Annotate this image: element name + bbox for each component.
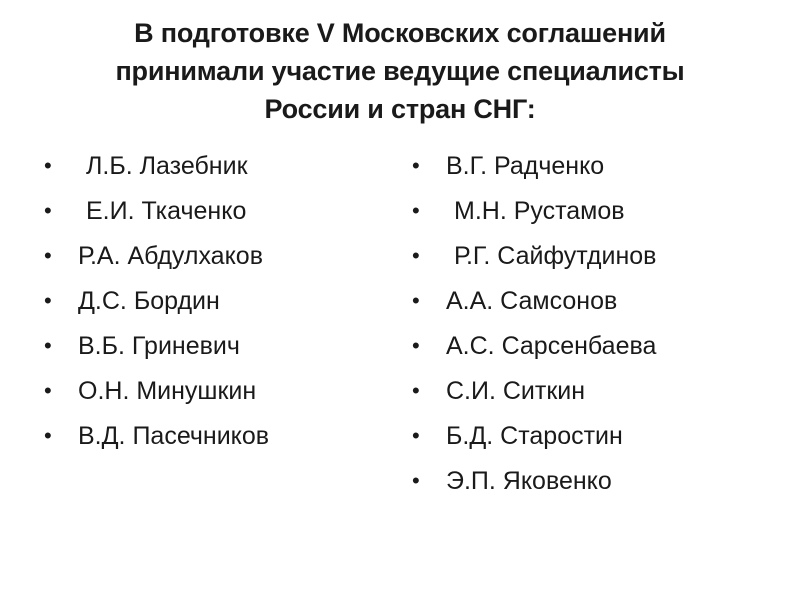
bullet-icon: • (412, 423, 420, 448)
bullet-icon: • (44, 198, 52, 223)
list-item (44, 146, 384, 191)
bullet-icon: • (412, 153, 420, 178)
bullet-icon: • (44, 243, 52, 268)
list-item (44, 371, 384, 416)
specialist-name: Е.И. Ткаченко (86, 197, 247, 225)
specialist-name: Э.П. Яковенко (446, 467, 612, 495)
bullet-icon: • (44, 153, 52, 178)
list-item (44, 191, 384, 236)
bullet-icon: • (412, 243, 420, 268)
bullet-icon: • (44, 288, 52, 313)
specialist-name: Р.Г. Сайфутдинов (454, 242, 657, 270)
list-item (44, 236, 384, 281)
bullet-icon: • (44, 333, 52, 358)
bullet-icon: • (412, 198, 420, 223)
specialist-name: С.И. Ситкин (446, 377, 586, 405)
specialist-name: В.Д. Пасечников (78, 422, 270, 450)
bullet-icon: • (44, 423, 52, 448)
specialist-name: Б.Д. Старостин (446, 422, 623, 450)
list-item (44, 326, 384, 371)
bullet-icon: • (44, 378, 52, 403)
list-item (412, 236, 772, 281)
specialist-name: Д.С. Бордин (78, 287, 220, 315)
specialist-name: Л.Б. Лазебник (86, 152, 248, 180)
list-item (412, 326, 772, 371)
specialist-name: А.С. Сарсенбаева (446, 332, 657, 360)
list-item (412, 191, 772, 236)
left-specialists-list (44, 146, 384, 461)
right-specialists-list (412, 146, 772, 506)
bullet-icon: • (412, 288, 420, 313)
list-item (412, 416, 772, 461)
list-item (412, 371, 772, 416)
bullet-icon: • (412, 333, 420, 358)
list-item (412, 281, 772, 326)
list-item (44, 281, 384, 326)
list-item (44, 416, 384, 461)
title-line-1: В подготовке V Московских соглашений (134, 18, 666, 48)
title-line-2: принимали участие ведущие специалисты (115, 56, 685, 86)
specialist-name: О.Н. Минушкин (78, 377, 257, 405)
list-item (412, 461, 772, 506)
specialist-name: В.Б. Гриневич (78, 332, 240, 360)
specialist-name: М.Н. Рустамов (454, 197, 625, 225)
title-line-3: России и стран СНГ: (264, 94, 536, 124)
specialist-name: Р.А. Абдулхаков (78, 242, 263, 270)
bullet-icon: • (412, 378, 420, 403)
slide-title (40, 14, 760, 128)
specialist-name: А.А. Самсонов (446, 287, 618, 315)
list-item (412, 146, 772, 191)
specialist-name: В.Г. Радченко (446, 152, 605, 180)
bullet-icon: • (412, 468, 420, 493)
